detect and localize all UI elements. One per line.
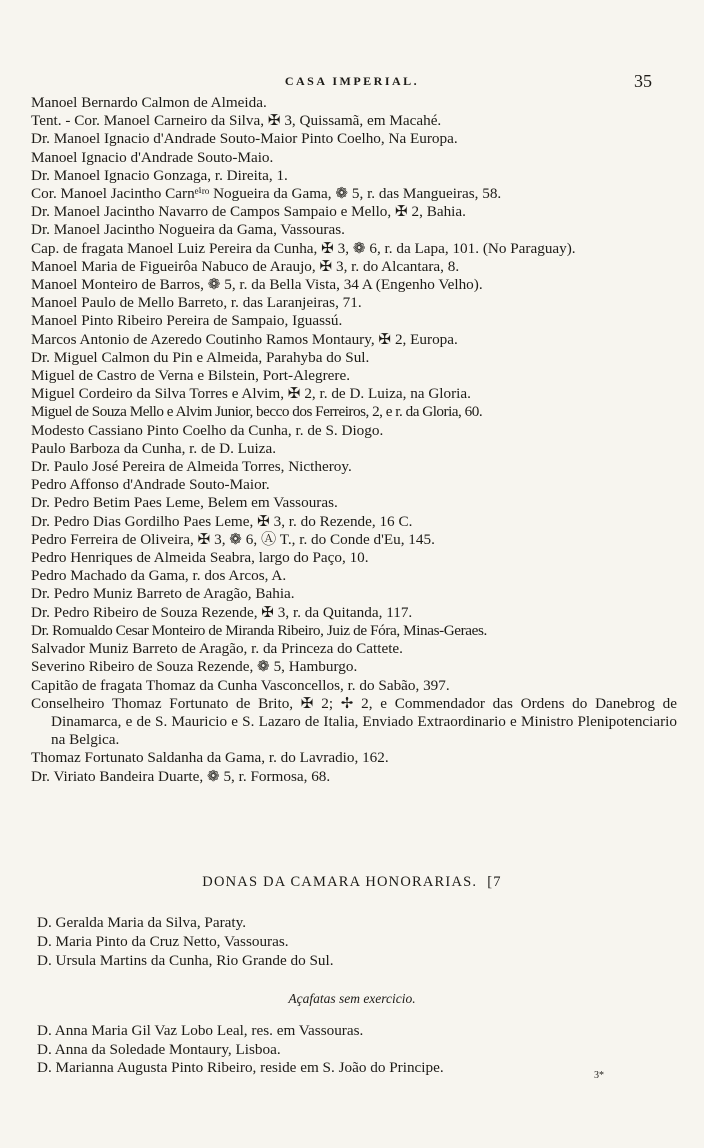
list-item: Capitão de fragata Thomaz da Cunha Vasconcellos, r. do Sabão, 397. [31, 676, 450, 694]
list-item: D. Ursula Martins da Cunha, Rio Grande do Sul. [37, 952, 334, 969]
list-item: D. Anna da Soledade Montaury, Lisboa. [37, 1040, 281, 1058]
signature-mark: 3* [594, 1070, 604, 1081]
list-item: Dr. Pedro Ribeiro de Souza Rezende, ✠ 3, r. da Quitanda, 117. [31, 603, 413, 621]
list-item: Manoel Ignacio d'Andrade Souto-Maio. [31, 148, 274, 166]
list-item: Tent. - Cor. Manoel Carneiro da Silva, ✠ 3, Quissamã, em Macahé. [31, 112, 442, 130]
section-title-donas [0, 874, 704, 891]
list-item: Severino Ribeiro de Souza Rezende, ❁ 5, Hamburgo. [31, 658, 358, 676]
list-item: Dr. Pedro Betim Paes Leme, Belem em Vassouras. [31, 494, 338, 512]
list-item: Pedro Ferreira de Oliveira, ✠ 3, ❁ 6, Ⓐ T., r. do Conde d'Eu, 145. [31, 530, 435, 548]
page-header [0, 71, 704, 96]
list-item: Thomaz Fortunato Saldanha da Gama, r. do Lavradio, 162. [31, 749, 389, 767]
acafatas-list [37, 1022, 677, 1078]
donas-list [37, 913, 677, 970]
section-title-text: DONAS DA CAMARA HONORARIAS. [202, 874, 478, 890]
list-item: Modesto Cassiano Pinto Coelho da Cunha, r. de S. Diogo. [31, 421, 384, 439]
list-item: Pedro Affonso d'Andrade Souto-Maior. [31, 476, 270, 494]
list-item: Miguel de Castro de Verna e Bilstein, Port-Alegrere. [31, 367, 350, 385]
list-item: Dr. Viriato Bandeira Duarte, ❁ 5, r. Formosa, 68. [31, 767, 331, 785]
list-item: Salvador Muniz Barreto de Aragão, r. da Princeza do Cattete. [31, 640, 403, 658]
subsection-title-acafatas: Açafatas sem exercicio. [288, 991, 416, 1006]
list-item: Dr. Manoel Ignacio d'Andrade Souto-Maior Pinto Coelho, Na Europa. [31, 130, 458, 148]
list-item: Manoel Maria de Figueirôa Nabuco de Araujo, ✠ 3, r. do Alcantara, 8. [31, 257, 460, 275]
list-item: Dr. Manoel Jacintho Navarro de Campos Sampaio e Mello, ✠ 2, Bahia. [31, 203, 466, 221]
nobility-list [31, 94, 677, 786]
list-item: Dr. Miguel Calmon du Pin e Almeida, Parahyba do Sul. [31, 348, 370, 366]
list-item: Marcos Antonio de Azeredo Coutinho Ramos Montaury, ✠ 2, Europa. [31, 330, 458, 348]
page-number: 35 [634, 71, 652, 91]
list-item: Pedro Henriques de Almeida Seabra, largo do Paço, 10. [31, 549, 369, 567]
list-item: D. Maria Pinto da Cruz Netto, Vassouras. [37, 933, 289, 950]
list-item: Dr. Manoel Ignacio Gonzaga, r. Direita, 1. [31, 166, 288, 184]
list-item: Dr. Pedro Dias Gordilho Paes Leme, ✠ 3, r. do Rezende, 16 C. [31, 512, 413, 530]
list-item: Dr. Paulo José Pereira de Almeida Torres, Nictheroy. [31, 458, 352, 476]
running-head: CASA IMPERIAL. [284, 74, 420, 88]
list-item: Cap. de fragata Manoel Luiz Pereira da Cunha, ✠ 3, ❁ 6, r. da Lapa, 101. (No Paraguay). [31, 239, 576, 257]
list-item: Manoel Monteiro de Barros, ❁ 5, r. da Bella Vista, 34 A (Engenho Velho). [31, 276, 483, 294]
list-item: Manoel Paulo de Mello Barreto, r. das Laranjeiras, 71. [31, 294, 362, 312]
list-item: Dr. Manoel Jacintho Nogueira da Gama, Vassouras. [31, 221, 345, 239]
list-item: D. Marianna Augusta Pinto Ribeiro, reside em S. João do Principe. [37, 1059, 444, 1076]
list-item: Paulo Barboza da Cunha, r. de D. Luiza. [31, 439, 277, 457]
list-item: Miguel de Souza Mello e Alvim Junior, becco dos Ferreiros, 2, e r. da Gloria, 60. [31, 403, 483, 421]
list-item: Manoel Pinto Ribeiro Pereira de Sampaio, Iguassú. [31, 312, 343, 330]
list-item: D. Geralda Maria da Silva, Paraty. [37, 914, 247, 931]
list-item: D. Anna Maria Gil Vaz Lobo Leal, res. em Vassouras. [37, 1022, 364, 1039]
list-item: Conselheiro Thomaz Fortunato de Brito, ✠ 2; ✢ 2, e Commendador das Ordens do Danebrog de Dinamarca, e de S. Mauricio e S. Lazaro de Italia, Enviado Extraordinario e Ministro Plenipotenciario na Belgica. [31, 694, 677, 749]
list-item: Miguel Cordeiro da Silva Torres e Alvim, ✠ 2, r. de D. Luiza, na Gloria. [31, 385, 471, 403]
list-item: Manoel Bernardo Calmon de Almeida. [31, 94, 267, 111]
list-item: Pedro Machado da Gama, r. dos Arcos, A. [31, 567, 287, 585]
list-item: Dr. Pedro Muniz Barreto de Aragão, Bahia. [31, 585, 295, 603]
list-item: Cor. Manoel Jacintho Carnᵉⁱʳᵒ Nogueira da Gama, ❁ 5, r. das Mangueiras, 58. [31, 185, 502, 203]
section-mark: [7 [487, 874, 502, 890]
list-item: Dr. Romualdo Cesar Monteiro de Miranda Ribeiro, Juiz de Fóra, Minas-Geraes. [31, 621, 487, 639]
